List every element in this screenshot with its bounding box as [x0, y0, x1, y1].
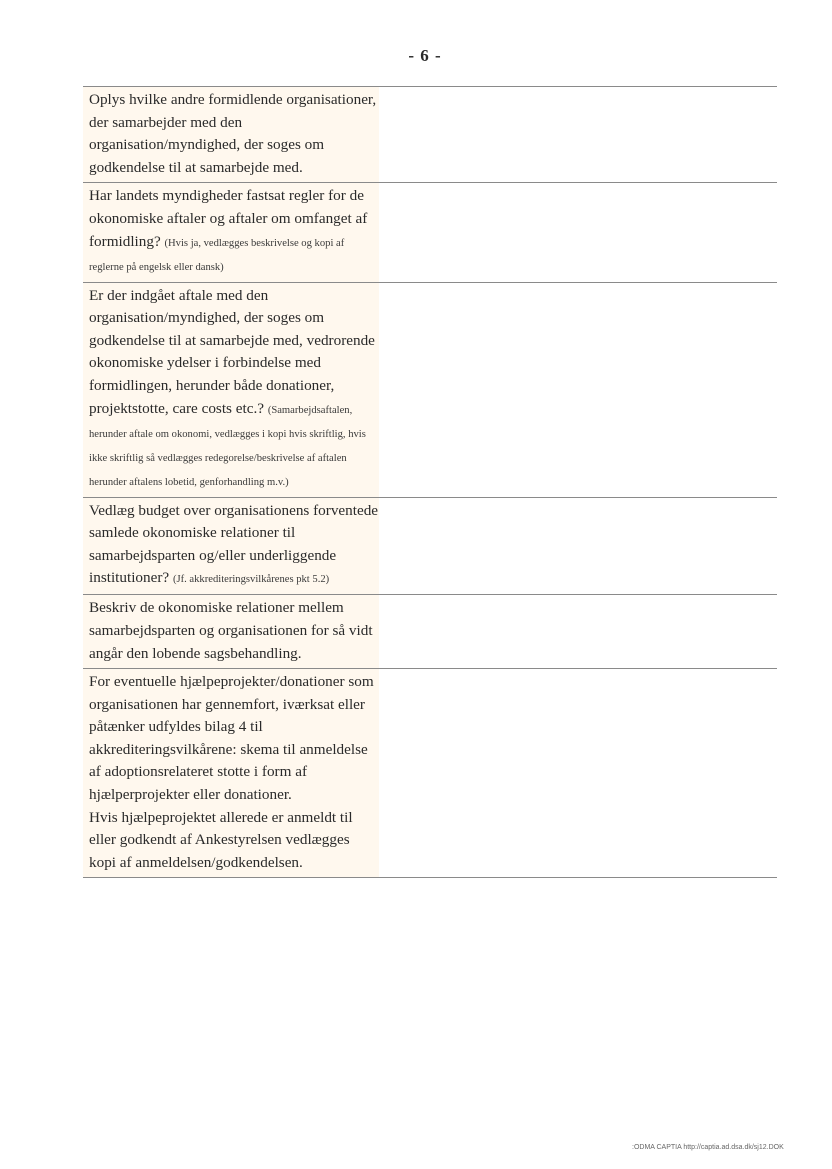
- question-cell: [83, 595, 379, 668]
- table-row: [83, 498, 777, 596]
- question-cell: [83, 283, 379, 497]
- table-row: [83, 595, 777, 669]
- question-cell: [83, 669, 379, 877]
- footer-document-reference: :ODMA CAPTIA http://captia.ad.dsa.dk/sj12.DOK: [632, 1144, 784, 1151]
- question-note: (Hvis ja, vedlægges beskrivelse og kopi af reglerne på engelsk eller dansk): [89, 237, 345, 273]
- question-cell: [83, 87, 379, 182]
- question-cell: [83, 183, 379, 281]
- answer-cell[interactable]: [379, 87, 777, 182]
- question-note: (Jf. akkrediteringsvilkårenes pkt 5.2): [172, 574, 330, 586]
- table-row: [83, 87, 777, 183]
- question-text: Har landets myndigheder fastsat regler for de okonomiske aftaler og aftaler om omfanget af formidling?: [89, 187, 368, 250]
- table-row: [83, 283, 777, 498]
- form-table: [83, 86, 777, 878]
- table-row: [83, 669, 777, 878]
- page-number: - 6 -: [408, 46, 442, 65]
- question-text: For eventuelle hjælpeprojekter/donationer som organisationen har gennemfort, iværksat eller påtænker udfyldes bilag 4 til akkrediteringsvilkårene: skema til anmeldelse af adoptionsrelateret stotte i form af hjælperprojekter eller donationer. Hvis hjælpeprojektet allerede er anmeldt til eller godkendt af Ankestyrelsen vedlægges kopi af anmeldelsen/godkendelsen.: [89, 673, 374, 871]
- answer-cell[interactable]: [379, 595, 777, 668]
- answer-cell[interactable]: [379, 183, 777, 281]
- table-row: [83, 183, 777, 282]
- question-text: Vedlæg budget over organisationens forventede samlede okonomiske relationer til samarbejdsparten og/eller underliggende institutioner?: [89, 501, 379, 587]
- question-cell: [83, 498, 379, 595]
- question-note: (Samarbejdsaftalen, herunder aftale om okonomi, vedlægges i kopi hvis skriftlig, hvis ikke skriftlig så vedlægges redegorelse/beskrivelse af aftalen herunder aftalens lobetid, genforhandling m.v.): [89, 404, 366, 488]
- answer-cell[interactable]: [379, 498, 777, 595]
- question-text: Oplys hvilke andre formidlende organisationer, der samarbejder med den organisation/myndighed, der soges om godkendelse til at samarbejde med.: [89, 91, 377, 176]
- question-text: Er der indgået aftale med den organisation/myndighed, der soges om godkendelse til at samarbejde med, vedrorende okonomiske ydelser i forbindelse med formidlingen, herunder både donationer, projektstotte, care costs etc.?: [89, 286, 375, 417]
- question-text: Beskriv de okonomiske relationer mellem samarbejdsparten og organisationen for så vidt angår den lobende sagsbehandling.: [89, 599, 373, 662]
- answer-cell[interactable]: [379, 669, 777, 877]
- answer-cell[interactable]: [379, 283, 777, 497]
